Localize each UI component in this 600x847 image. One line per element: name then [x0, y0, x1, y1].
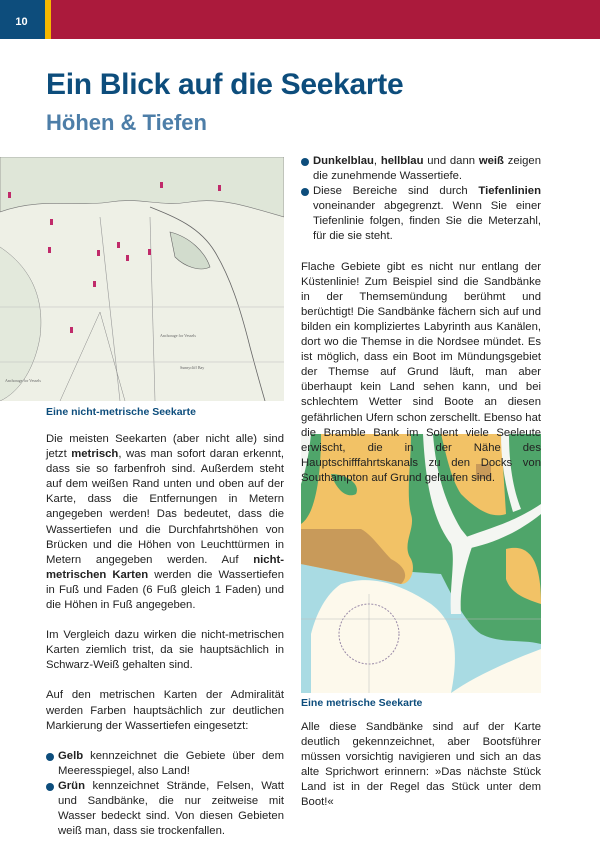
- right-text-column: [301, 154, 541, 501]
- list-item-depth-contours: Diese Bereiche sind durch Tiefenlinien voneinander abgegrenzt. Wenn Sie einer Tiefenlinie folgen, finden Sie die Meterzahl, für die sie steht.: [301, 184, 541, 244]
- bullet-icon: [301, 158, 309, 166]
- right-text-column-bottom: [301, 720, 541, 826]
- paragraph-proverb: Alle diese Sandbänke sind auf der Karte deutlich gekennzeichnet, aber Bootsführer müssen vorsichtig navigieren und sich an das alte Sprichwort erinnern: »Das nächste Stück Land ist in der Regel das Stück unter dem Boot!«: [301, 721, 541, 809]
- svg-text:Sunnycliff Bay: Sunnycliff Bay: [180, 365, 205, 370]
- svg-text:Anchorage for Vessels: Anchorage for Vessels: [5, 378, 41, 383]
- paragraph-non-metric-comparison: Im Vergleich dazu wirken die nicht-metrischen Karten ziemlich trist, da sie hauptsächlich in Schwarz-Weiß gehalten sind.: [46, 629, 284, 672]
- list-item-green: Grün kennzeichnet Strände, Felsen, Watt und Sandbänke, die nur zeitweise mit Wasser bedeckt sind. Von diesen Gebieten weiß man, dass sie trockenfallen.: [46, 779, 284, 839]
- page-subtitle: Höhen & Tiefen: [46, 110, 207, 135]
- page-number-tab: [0, 0, 45, 39]
- non-metric-chart-image: [0, 157, 284, 401]
- bullet-icon: [46, 783, 54, 791]
- non-metric-chart-caption: Eine nicht-metrische Seekarte: [46, 406, 196, 418]
- bullet-icon: [46, 753, 54, 761]
- paragraph-sandbanks: Flache Gebiete gibt es nicht nur entlang der Küstenlinie! Zum Beispiel sind die Sandbänke in der Themsemündung berühmt und berüchtigt! Die Sandbänke fächern sich auf und bilden ein kompliziertes Labyrinth aus Kanälen, dort wo die Themse in die Nordsee mündet. Es ist möglich, dass ein Boot im Mündungsgebiet der Themse auf Grund läuft, man aber überhaupt kein Land sehen kann, und bei schlechtem Wetter sind Boote an diesen gefährlichen Ufern schon zerschellt. Ebenso hat die Bramble Bank im Solent viele Seeleute erwischt, die in der Nähe des Hauptschifffahrtskanals zu den Docks von Southampton auf Grund gelaufen sind.: [301, 260, 541, 484]
- page-number: 10: [15, 16, 28, 28]
- svg-text:Anchorage for Vessels: Anchorage for Vessels: [160, 333, 196, 338]
- accent-strip: [45, 0, 51, 39]
- list-item-blues: Dunkelblau, hellblau und dann weiß zeigen die zunehmende Wassertiefe.: [301, 154, 541, 184]
- metric-chart-caption: Eine metrische Seekarte: [301, 697, 423, 709]
- header-bar: [0, 0, 600, 39]
- color-legend-list: [46, 749, 284, 840]
- list-item-yellow: Gelb kennzeichnet die Gebiete über dem Meeresspiegel, also Land!: [46, 749, 284, 779]
- paragraph-admiralty-colors: Auf den metrischen Karten der Admiralität werden Farben hauptsächlich zur deutlichen Markierung der Wassertiefen eingesetzt:: [46, 689, 284, 732]
- paragraph-metric-intro: Die meisten Seekarten (aber nicht alle) sind jetzt metrisch, was man sofort daran erkennt, dass sie so farbenfroh sind. Außerdem steht auf dem weißen Rand unten und oben auf der Karte, dass die Entfernungen in Metern angegeben werden! Das bedeutet, dass die Wassertiefen und die Durchfahrtshöhen von Brücken und die Höhen von Leuchttürmen in Metern angegeben werden. Auf nicht-metrischen Karten werden die Wassertiefen in Fuß und Faden (6 Fuß gleich 1 Faden) und die Höhen in Fuß angegeben.: [46, 433, 285, 612]
- page-title: Ein Blick auf die Seekarte: [46, 68, 404, 101]
- left-text-column: [46, 432, 284, 839]
- depth-color-list: [301, 154, 541, 245]
- bullet-icon: [301, 188, 309, 196]
